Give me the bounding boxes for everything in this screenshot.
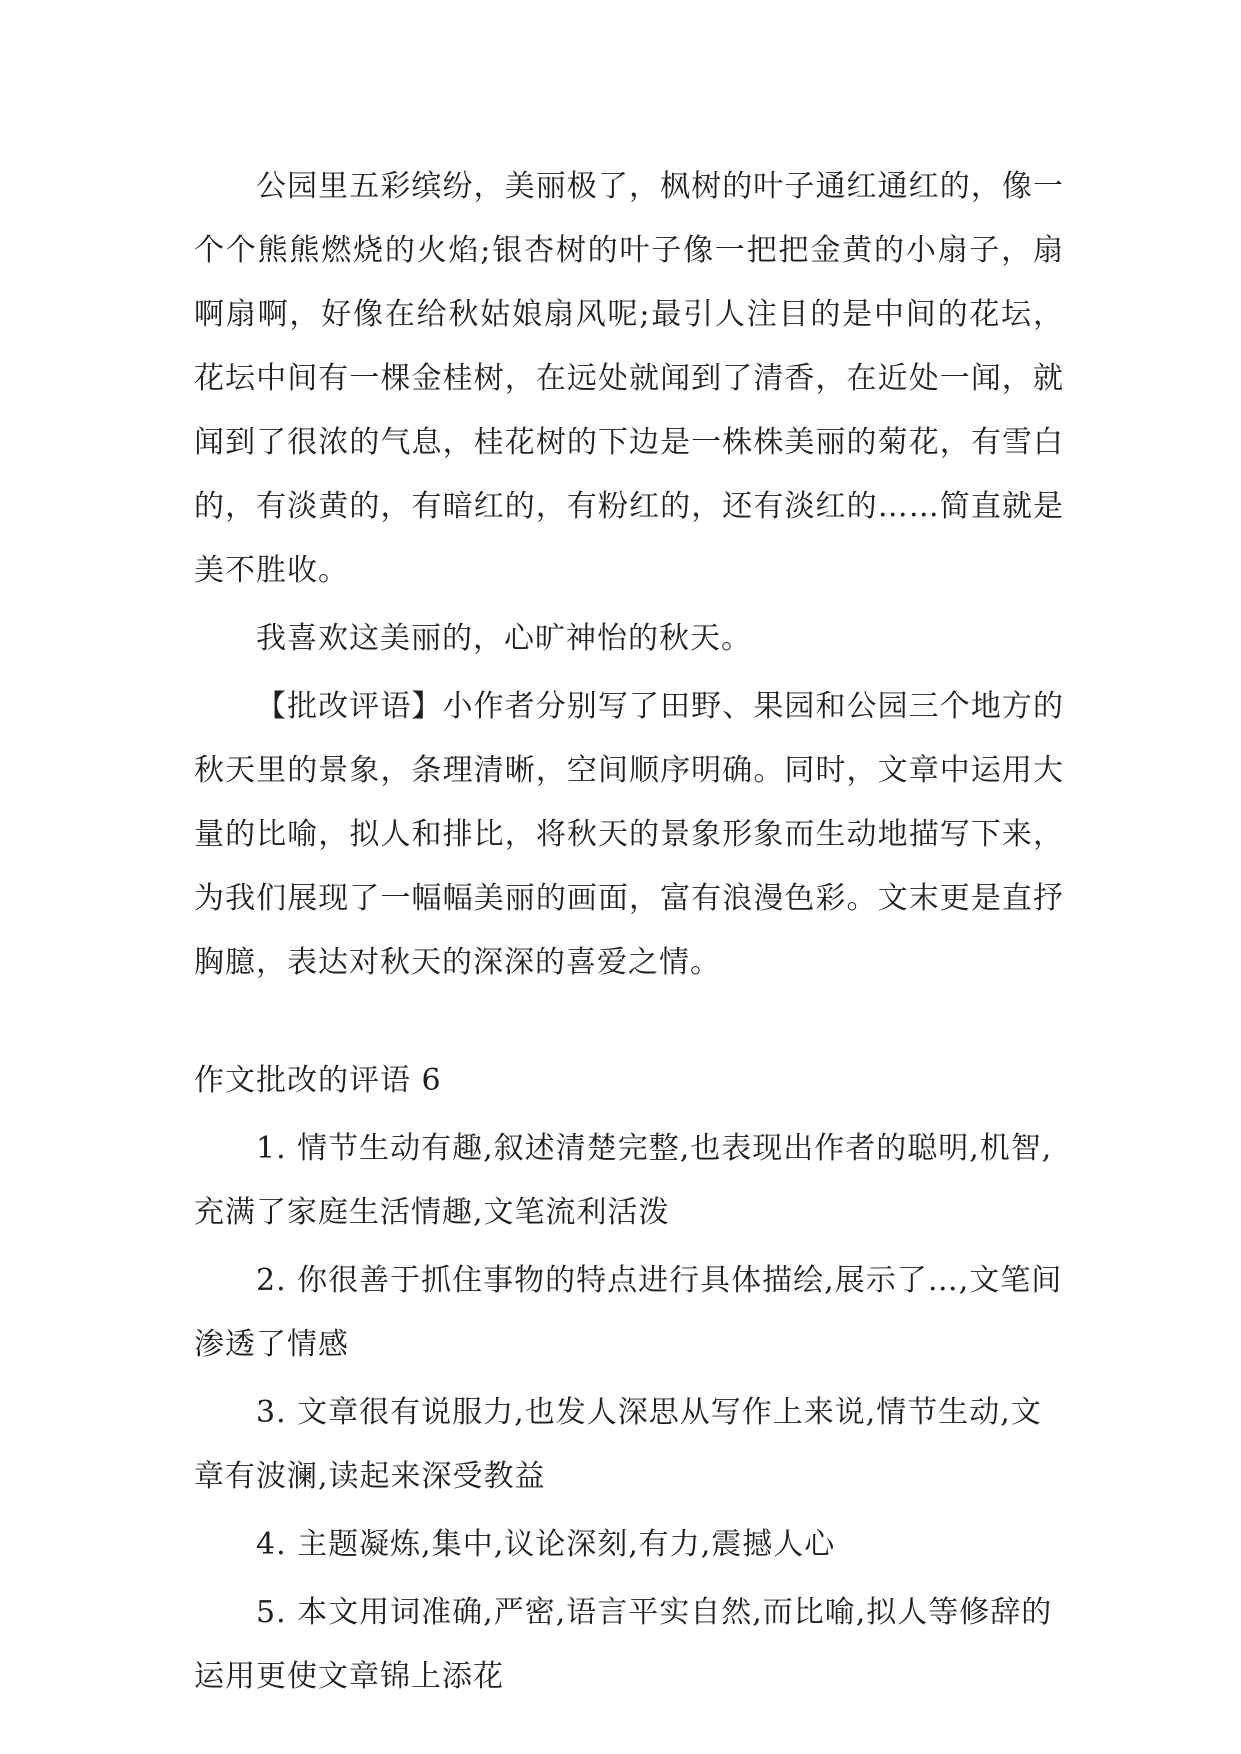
paragraph-park-description: 公园里五彩缤纷，美丽极了，枫树的叶子通红通红的，像一个个熊熊燃烧的火焰;银杏树的叶子像一把把金黄的小扇子，扇啊扇啊，好像在给秋姑娘扇风呢;最引人注目的是中间的花坛，花坛中间有一棵金桂树，在远处就闻到了清香，在近处一闻，就闻到了很浓的气息，桂花树的下边是一株株美丽的菊花，有雪白的，有淡黄的，有暗红的，有粉红的，还有淡红的……简直就是美不胜收。 [194,169,1064,588]
comment-item-5: 5. 本文用词准确,严密,语言平实自然,而比喻,拟人等修辞的运用更使文章锦上添花 [194,1595,1053,1694]
comment-item-1: 1. 情节生动有趣,叙述清楚完整,也表现出作者的聪明,机智,充满了家庭生活情趣,文笔流利活泼 [194,1131,1053,1230]
paragraph-conclusion: 我喜欢这美丽的，心旷神怡的秋天。 [256,621,752,656]
section-title: 作文批改的评语 6 [194,1063,442,1098]
comment-item-2: 2. 你很善于抓住事物的特点进行具体描绘,展示了…,文笔间渗透了情感 [194,1263,1063,1362]
comment-item-4: 4. 主题凝炼,集中,议论深刻,有力,震撼人心 [256,1527,836,1562]
document-body [194,155,1064,1713]
paragraph-teacher-comment: 【批改评语】小作者分别写了田野、果园和公园三个地方的秋天里的景象，条理清晰，空间顺序明确。同时，文章中运用大量的比喻，拟人和排比，将秋天的景象形象而生动地描写下来，为我们展现了一幅幅美丽的画面，富有浪漫色彩。文末更是直抒胸臆，表达对秋天的深深的喜爱之情。 [194,689,1064,980]
comment-item-3: 3. 文章很有说服力,也发人深思从写作上来说,情节生动,文章有波澜,读起来深受教益 [194,1395,1042,1494]
